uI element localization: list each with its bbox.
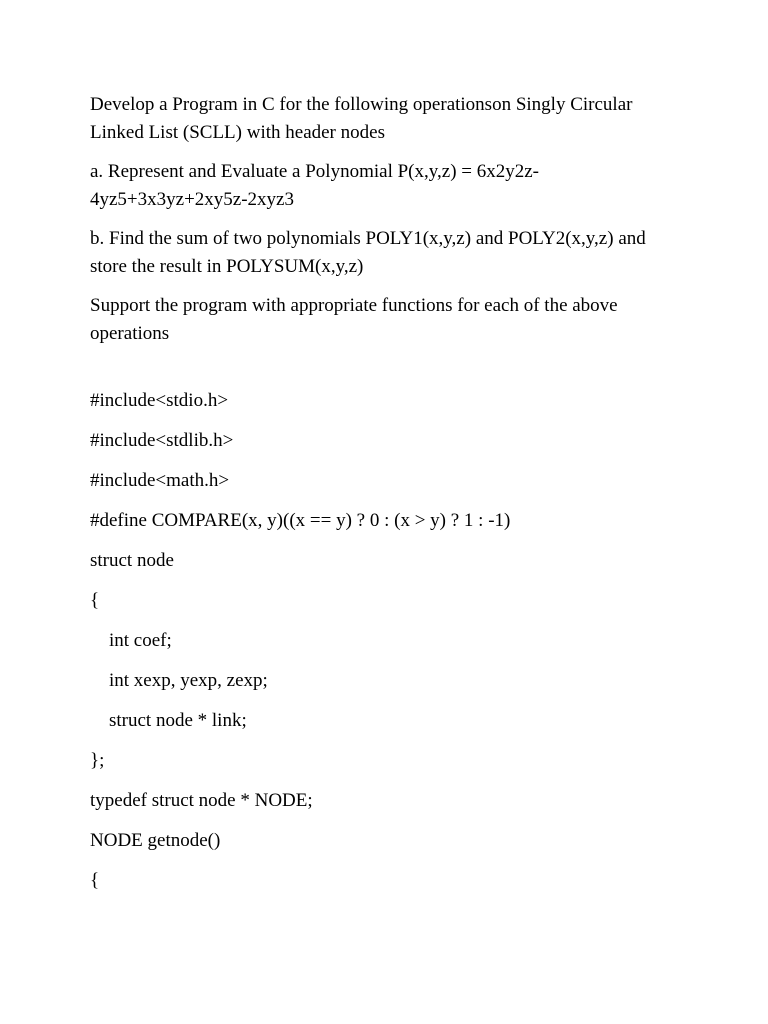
intro-paragraph: b. Find the sum of two polynomials POLY1(x,y,z) and POLY2(x,y,z) and store the result in POLYSUM(x,y,z): [90, 228, 651, 277]
code-line: #define COMPARE(x, y)((x == y) ? 0 : (x > y) ? 1 : -1): [90, 510, 511, 531]
code-line: int xexp, yexp, zexp;: [90, 670, 268, 691]
code-line: int coef;: [90, 630, 172, 651]
code-line: };: [90, 750, 105, 771]
code-line: #include<stdio.h>: [90, 390, 229, 411]
document-content: [90, 91, 680, 907]
code-line: struct node: [90, 550, 174, 571]
intro-paragraph: Develop a Program in C for the following operationson Singly Circular Linked List (SCLL) with header nodes: [90, 94, 638, 143]
code-line: struct node * link;: [90, 710, 247, 731]
intro-paragraph: a. Represent and Evaluate a Polynomial P(x,y,z) = 6x2y2z-4yz5+3x3yz+2xy5z-2xyz3: [90, 161, 539, 210]
code-line: #include<stdlib.h>: [90, 430, 234, 451]
code-listing: [90, 387, 680, 895]
problem-statement: [90, 91, 680, 348]
code-line: #include<math.h>: [90, 470, 230, 491]
code-line: {: [90, 590, 100, 611]
code-line: NODE getnode(): [90, 830, 221, 851]
code-line: typedef struct node * NODE;: [90, 790, 313, 811]
code-line: {: [90, 870, 100, 891]
intro-paragraph: Support the program with appropriate functions for each of the above operations: [90, 295, 623, 344]
